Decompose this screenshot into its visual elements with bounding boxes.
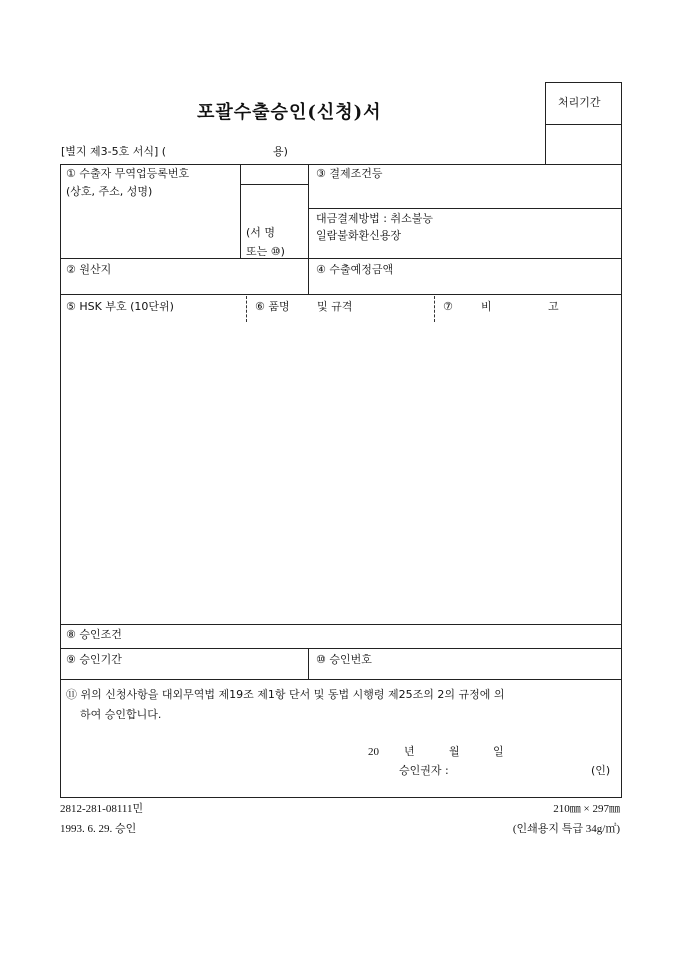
payment-method: 대금결제방법 : 취소불능 bbox=[316, 212, 433, 225]
usage-suffix: 용) bbox=[273, 145, 288, 158]
date-month-label: 월 bbox=[449, 745, 460, 758]
seal-mark: (인) bbox=[591, 764, 611, 777]
exporter-sub: (상호, 주소, 성명) bbox=[66, 185, 153, 198]
origin-label: ② 원산지 bbox=[66, 263, 112, 276]
remarks-header-b: 비 bbox=[481, 300, 492, 313]
paper-size: 210㎜ × 297㎜ bbox=[553, 803, 620, 815]
signature-line1: (서 명 bbox=[246, 226, 276, 239]
approval-period-label: ⑨ 승인기간 bbox=[66, 653, 122, 666]
date-year-label: 년 bbox=[404, 745, 415, 758]
form-code: 2812-281-08111민 bbox=[60, 803, 144, 815]
approval-conditions-label: ⑧ 승인조건 bbox=[66, 628, 122, 641]
remarks-header-a: ⑦ bbox=[443, 300, 453, 313]
form-number: [별지 제3-5호 서식] ( bbox=[61, 145, 167, 158]
approval-number-label: ⑩ 승인번호 bbox=[316, 653, 372, 666]
item-name-header-a: ⑥ 품명 bbox=[255, 300, 290, 313]
payment-type: 일람불화환신용장 bbox=[316, 229, 402, 242]
exporter-label: ① 수출자 무역업등록번호 bbox=[66, 167, 190, 180]
item-name-header-b: 및 규격 bbox=[317, 300, 353, 313]
form-title: 포괄수출승인(신청)서 bbox=[197, 102, 382, 123]
paper-type: (인쇄용지 특급 34g/㎡) bbox=[512, 823, 620, 835]
processing-period-label: 처리기간 bbox=[558, 96, 601, 109]
approval-statement-line1: ⑪ 위의 신청사항을 대외무역법 제19조 제1항 단서 및 동법 시행령 제25조의 2의 규정에 의 bbox=[66, 688, 505, 701]
export-amount-label: ④ 수출예정금액 bbox=[316, 263, 394, 276]
payment-terms-label: ③ 결제조건등 bbox=[316, 167, 383, 180]
date-day-label: 일 bbox=[493, 745, 504, 758]
approval-statement-line2: 하여 승인합니다. bbox=[80, 708, 162, 721]
remarks-header-c: 고 bbox=[548, 300, 559, 313]
date-year: 20 bbox=[368, 746, 379, 758]
hsk-code-header: ⑤ HSK 부호 (10단위) bbox=[66, 300, 174, 313]
approver-label: 승인권자 : bbox=[399, 764, 449, 777]
approval-date: 1993. 6. 29. 승인 bbox=[60, 823, 137, 835]
signature-line2: 또는 ⑩) bbox=[246, 245, 285, 258]
